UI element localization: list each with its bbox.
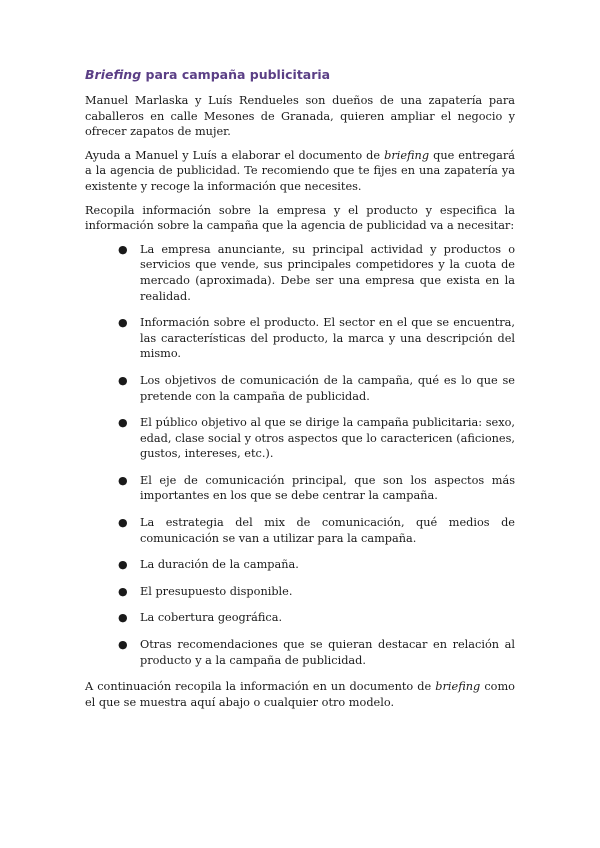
bullet-icon: ● [118, 584, 128, 598]
task-paragraph [85, 148, 515, 195]
list-item [118, 637, 515, 668]
list-item-text: El presupuesto disponible. [140, 584, 293, 598]
list-item-text: El eje de comunicación principal, que son los aspectos más importantes en los que se debe centrar la campaña. [140, 473, 515, 503]
title-italic: Briefing [85, 67, 142, 82]
list-item-text: Otras recomendaciones que se quieran destacar en relación al producto y a la campaña de publicidad. [140, 638, 515, 667]
intro-paragraph: Manuel Marlaska y Luís Rendueles son dueños de una zapatería para caballeros en calle Mesones de Granada, quieren ampliar el negocio y ofrecer zapatos de mujer. [85, 94, 515, 139]
list-item [118, 315, 515, 362]
requirements-list [85, 242, 515, 668]
list-item-text: Los objetivos de comunicación de la campaña, qué es lo que se pretende con la campaña de publicidad. [140, 373, 515, 403]
bullet-icon: ● [118, 316, 128, 330]
bullet-icon: ● [118, 473, 128, 487]
title-rest: para campaña publicitaria [141, 67, 331, 82]
list-item [118, 584, 515, 600]
list-item-text: La empresa anunciante, su principal actividad y productos o servicios que vende, sus principales competidores y la cuota de mercado (aproximada). Debe ser una empresa que exista en la realidad. [140, 242, 515, 303]
bullet-icon: ● [118, 558, 128, 572]
list-item-text: El público objetivo al que se dirige la campaña publicitaria: sexo, edad, clase social y otros aspectos que lo caractericen (aficiones, gustos, intereses, etc.). [140, 416, 515, 461]
list-item-text: Información sobre el producto. El sector en el que se encuentra, las características del producto, la marca y una descripción del mismo. [140, 316, 515, 361]
task-text-italic: briefing [384, 148, 430, 162]
bullet-icon: ● [118, 416, 128, 430]
page-title [85, 66, 515, 84]
bullet-icon: ● [118, 516, 128, 530]
list-item [118, 415, 515, 462]
bullet-icon: ● [118, 373, 128, 387]
task-text-1: Ayuda a Manuel y Luís a elaborar el documento de [85, 148, 385, 162]
list-item [118, 473, 515, 504]
document-page [85, 66, 515, 718]
closing-text-2: como el que se muestra aquí abajo o cualquier otro modelo. [85, 680, 515, 709]
list-item [118, 515, 515, 546]
bullet-icon: ● [118, 242, 128, 256]
closing-text-italic: briefing [435, 680, 481, 694]
list-item-text: La duración de la campaña. [140, 558, 299, 572]
list-item-text: La cobertura geográfica. [140, 611, 283, 625]
bullet-icon: ● [118, 638, 128, 652]
list-item-text: La estrategia del mix de comunicación, qué medios de comunicación se van a utilizar para la campaña. [140, 516, 515, 545]
task-text-2: que entregará a la agencia de publicidad. Te recomiendo que te fijes en una zapatería ya existente y recoge la información que necesites. [85, 148, 515, 193]
list-item [118, 610, 515, 626]
bullet-icon: ● [118, 611, 128, 625]
closing-text-1: A continuación recopila la información en un documento de [85, 680, 436, 694]
list-item [118, 557, 515, 573]
list-item [118, 373, 515, 404]
closing-paragraph [85, 679, 515, 710]
list-item [118, 242, 515, 304]
instruction-paragraph: Recopila información sobre la empresa y el producto y especifica la información sobre la campaña que la agencia de publicidad va a necesitar: [85, 203, 515, 233]
